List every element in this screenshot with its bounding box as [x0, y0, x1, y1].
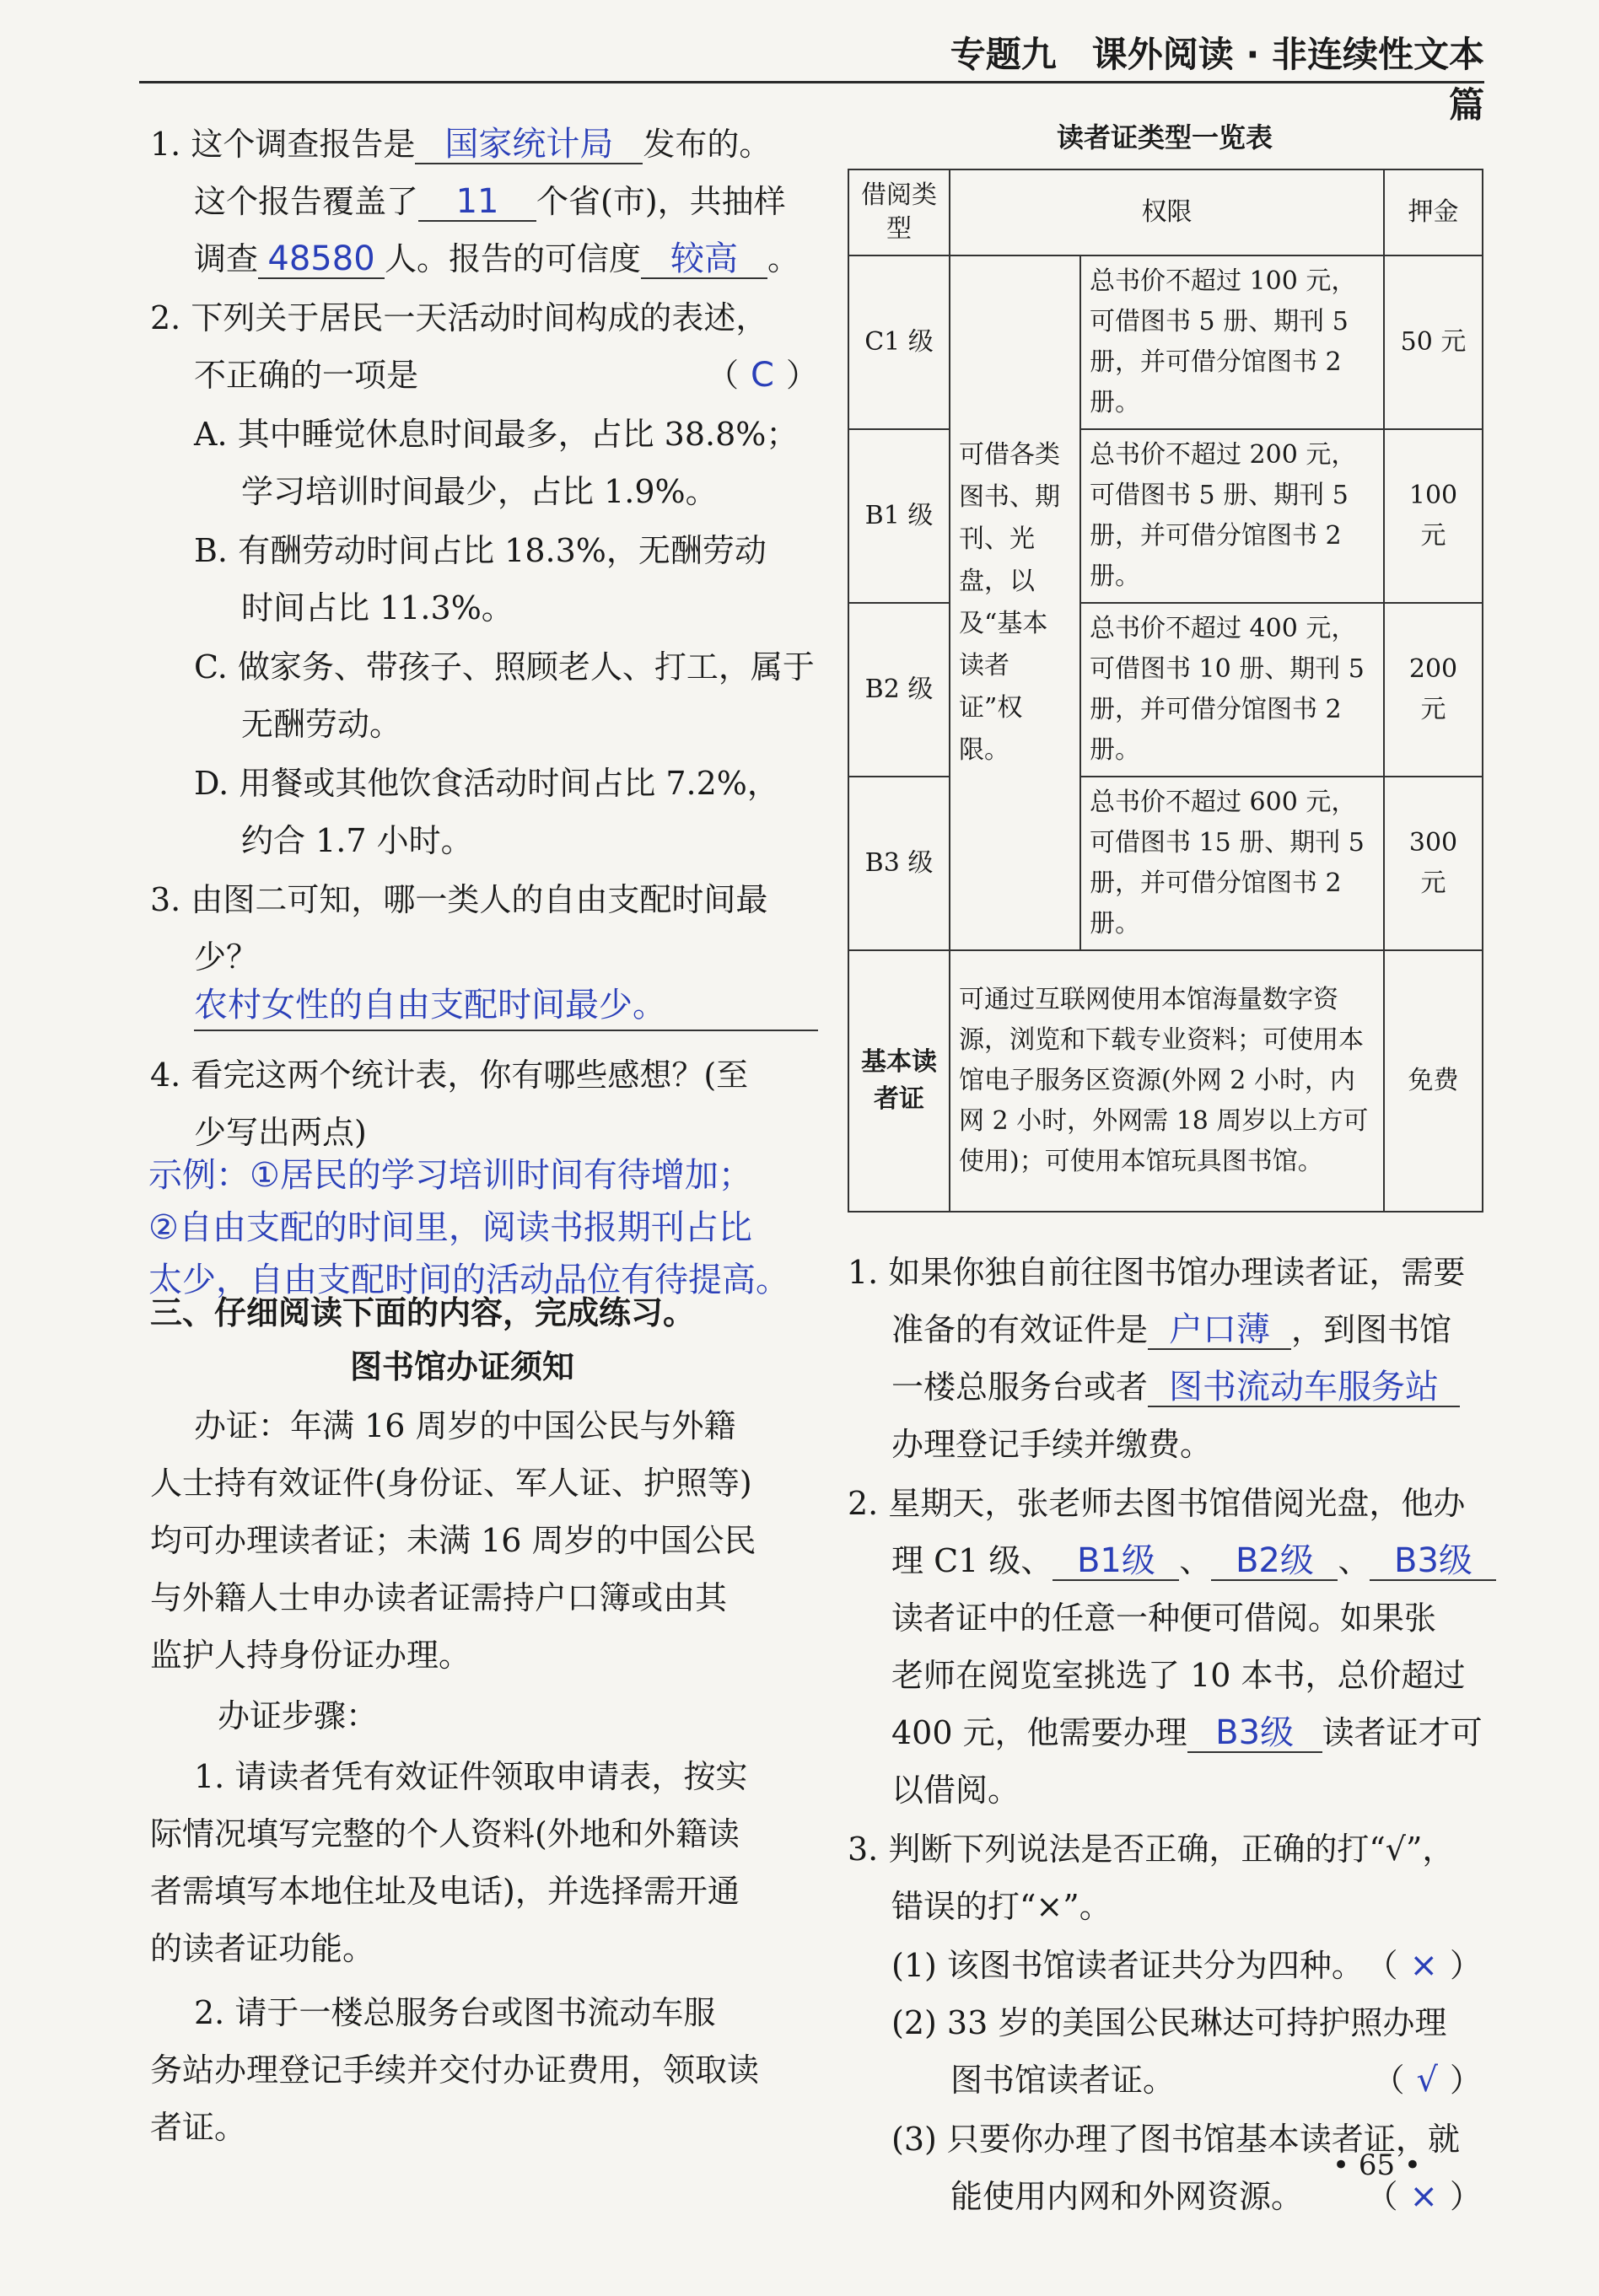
- r-q2-line-4: 老师在阅览室挑选了 10 本书，总价超过: [891, 1657, 1466, 1694]
- r-q2-line-5: [891, 1707, 1483, 1753]
- q1-answer-sample: 48580: [258, 242, 385, 279]
- r-q2-line-6: 以借阅。: [891, 1772, 1020, 1809]
- r-q1-line-2: [891, 1304, 1451, 1350]
- r-q3-answer-paren: （ × ）: [1365, 2177, 1482, 2216]
- r-q1-line-1: 1. 如果你独自前往图书馆办理读者证，需要: [848, 1254, 1466, 1291]
- basic-deposit: 免费: [1384, 950, 1483, 1212]
- row-type: B2 级: [848, 603, 950, 777]
- q1-answer-credibility: 较高: [641, 242, 767, 279]
- paren-open: （: [707, 357, 740, 394]
- table-title: 读者证类型一览表: [1056, 121, 1273, 153]
- r-q3-answer-2: √: [1416, 2061, 1438, 2100]
- r-q1-answer-document: 户口薄: [1148, 1313, 1291, 1350]
- r-q3-item-2a: (2) 33 岁的美国公民琳达可持护照办理: [891, 2004, 1447, 2041]
- notice-p2: 人士持有效证件(身份证、军人证、护照等): [150, 1465, 752, 1502]
- q1-text: 调查: [194, 240, 259, 277]
- r-q2-line-3: 读者证中的任意一种便可借阅。如果张: [891, 1600, 1437, 1637]
- notice-steps-title: 办证步骤：: [218, 1697, 379, 1734]
- row-deposit: 50 元: [1384, 255, 1483, 429]
- r-q3-answer-1: ×: [1409, 1946, 1438, 1985]
- q2-option-d-1: D. 用餐或其他饮食活动时间占比 7.2%，: [194, 765, 779, 802]
- q2-answer: C: [751, 356, 774, 395]
- q4-answer-3: 太少，自由支配时间的活动品位有待提高。: [148, 1261, 789, 1299]
- q3-stem-1: 3. 由图二可知，哪一类人的自由支配时间最: [150, 881, 768, 918]
- q3-stem-2: 少？: [194, 938, 259, 976]
- q2-answer-paren: [707, 349, 818, 395]
- q4-stem-2: 少写出两点): [194, 1114, 367, 1151]
- r-q1-line-4: 办理登记手续并缴费。: [891, 1426, 1213, 1463]
- shared-permission: 可借各类图书、期刊、光盘，以及“基本读者证”权限。: [950, 255, 1080, 950]
- r-q2-sep: 、: [1179, 1542, 1212, 1579]
- r-q3-answer-paren: （ × ）: [1365, 1946, 1482, 1985]
- header-permission: 权限: [950, 169, 1384, 255]
- q4-answer-1: 示例：①居民的学习培训时间有待增加；: [148, 1156, 752, 1195]
- r-q2-text: 400 元，他需要办理: [891, 1714, 1187, 1751]
- r-q2-answer-1: B1级: [1053, 1544, 1179, 1581]
- row-deposit: 100 元: [1384, 429, 1483, 603]
- row-detail: 总书价不超过 100 元，可借图书 5 册、期刊 5 册，并可借分馆图书 2 册。: [1080, 255, 1384, 429]
- r-q3-line-1: 3. 判断下列说法是否正确，正确的打“√”，: [848, 1831, 1455, 1868]
- r-q2-text: 读者证才可: [1322, 1714, 1483, 1751]
- row-type: B1 级: [848, 429, 950, 603]
- r-q1-text: 一楼总服务台或者: [891, 1368, 1149, 1406]
- r-q3-line-2: 错误的打“×”。: [891, 1888, 1112, 1925]
- q1-line-1: [150, 118, 771, 164]
- r-q1-answer-location: 图书流动车服务站: [1148, 1370, 1460, 1407]
- q4-answer-2: ②自由支配的时间里，阅读书报期刊占比: [148, 1208, 752, 1247]
- r-q3-answer-paren: （ √ ）: [1372, 2061, 1482, 2100]
- q1-line-2: [194, 175, 786, 222]
- r-q2-answer-3: B3级: [1370, 1544, 1496, 1581]
- q2-stem-2: [194, 349, 818, 395]
- notice-title: 图书馆办证须知: [349, 1348, 574, 1385]
- q2-option-b-1: B. 有酬劳动时间占比 18.3%，无酬劳动: [194, 532, 767, 569]
- notice-step2-b: 务站办理登记手续并交付办证费用，领取读: [150, 2051, 760, 2089]
- q1-text: 1. 这个调查报告是: [150, 126, 416, 163]
- q2-stem-text: 不正确的一项是: [194, 357, 419, 394]
- r-q3-item-text: 图书馆读者证。: [950, 2062, 1176, 2099]
- r-q2-answer-2: B2级: [1211, 1544, 1338, 1581]
- q3-answer-line: [194, 978, 818, 1031]
- q2-option-c-2: 无酬劳动。: [241, 706, 402, 743]
- r-q1-line-3: [891, 1361, 1460, 1407]
- q1-text: 。: [767, 240, 800, 277]
- row-detail: 总书价不超过 600 元，可借图书 15 册、期刊 5 册，并可借分馆图书 2 册。: [1080, 777, 1384, 950]
- row-deposit: 200 元: [1384, 603, 1483, 777]
- header-type: 借阅类型: [848, 169, 950, 255]
- q1-text: 个省(市)，共抽样: [536, 183, 786, 220]
- q1-text: 这个报告覆盖了: [194, 183, 419, 220]
- r-q1-text: ，到图书馆: [1291, 1311, 1452, 1348]
- basic-type: 基本读者证: [848, 950, 950, 1212]
- r-q2-text: 理 C1 级、: [891, 1542, 1053, 1579]
- r-q2-line-2: [891, 1535, 1496, 1581]
- section-3-heading: 三、仔细阅读下面的内容，完成练习。: [150, 1294, 696, 1331]
- q1-line-3: [194, 233, 800, 279]
- notice-p5: 监护人持身份证办理。: [150, 1637, 471, 1674]
- notice-p4: 与外籍人士申办读者证需持户口簿或由其: [150, 1579, 728, 1616]
- r-q3-item-text: 能使用内网和外网资源。: [950, 2178, 1304, 2215]
- q2-option-a-1: A. 其中睡觉休息时间最多，占比 38.8%；: [194, 416, 799, 453]
- notice-step1-b: 际情况填写完整的个人资料(外地和外籍读: [150, 1815, 740, 1852]
- r-q2-sep: 、: [1338, 1542, 1370, 1579]
- q3-answer: 农村女性的自由支配时间最少。: [194, 986, 666, 1024]
- header-deposit: 押金: [1384, 169, 1483, 255]
- r-q2-line-1: 2. 星期天，张老师去图书馆借阅光盘，他办: [848, 1485, 1466, 1522]
- r-q1-text: 准备的有效证件是: [891, 1311, 1149, 1348]
- r-q3-item-2b: [950, 2054, 1482, 2100]
- r-q2-answer-4: B3级: [1187, 1716, 1322, 1753]
- q1-answer-publisher: 国家统计局: [415, 127, 643, 164]
- basic-detail: 可通过互联网使用本馆海量数字资源，浏览和下载专业资料；可使用本馆电子服务区资源(外网 2 小时，内网 2 小时，外网需 18 周岁以上方可使用)；可使用本馆玩具图书馆。: [950, 950, 1384, 1212]
- q2-option-c-1: C. 做家务、带孩子、照顾老人、打工，属于: [194, 648, 815, 686]
- r-q3-item-1: [891, 1939, 1482, 1986]
- q2-option-b-2: 时间占比 11.3%。: [241, 589, 514, 626]
- notice-step1-d: 的读者证功能。: [150, 1930, 375, 1967]
- row-deposit: 300 元: [1384, 777, 1483, 950]
- q1-text: 人。报告的可信度: [385, 240, 642, 277]
- notice-step1-c: 者需填写本地住址及电话)，并选择需开通: [150, 1873, 740, 1910]
- r-q3-answer-3: ×: [1409, 2177, 1438, 2216]
- row-type: B3 级: [848, 777, 950, 950]
- q2-option-d-2: 约合 1.7 小时。: [241, 822, 473, 859]
- notice-step2-a: 2. 请于一楼总服务台或图书流动车服: [194, 1994, 716, 2031]
- right-column: [848, 0, 1489, 2296]
- page-header-title: 专题九 课外阅读 · 非连续性文本篇: [950, 34, 1484, 126]
- r-q3-item-text: (1) 该图书馆读者证共分为四种。: [891, 1947, 1364, 1984]
- notice-p1: 办证：年满 16 周岁的中国公民与外籍: [194, 1407, 736, 1444]
- paren-close: ）: [785, 357, 818, 394]
- left-column: [148, 0, 818, 2296]
- q2-option-a-2: 学习培训时间最少，占比 1.9%。: [241, 473, 718, 510]
- notice-step1-a: 1. 请读者凭有效证件领取申请表，按实: [194, 1758, 748, 1795]
- notice-step2-c: 者证。: [150, 2109, 247, 2146]
- q2-stem-1: 2. 下列关于居民一天活动时间构成的表述，: [150, 299, 768, 336]
- notice-p3: 均可办理读者证；未满 16 周岁的中国公民: [150, 1522, 756, 1559]
- row-type: C1 级: [848, 255, 950, 429]
- page-number: • 65 •: [1332, 2148, 1421, 2182]
- q1-text: 发布的。: [643, 126, 772, 163]
- row-detail: 总书价不超过 200 元，可借图书 5 册、期刊 5 册，并可借分馆图书 2 册。: [1080, 429, 1384, 603]
- row-detail: 总书价不超过 400 元，可借图书 10 册、期刊 5 册，并可借分馆图书 2 册。: [1080, 603, 1384, 777]
- q1-answer-provinces: 11: [418, 185, 536, 222]
- r-q3-item-3a: (3) 只要你办理了图书馆基本读者证，就: [891, 2121, 1460, 2158]
- q4-stem-1: 4. 看完这两个统计表，你有哪些感想？(至: [150, 1057, 749, 1094]
